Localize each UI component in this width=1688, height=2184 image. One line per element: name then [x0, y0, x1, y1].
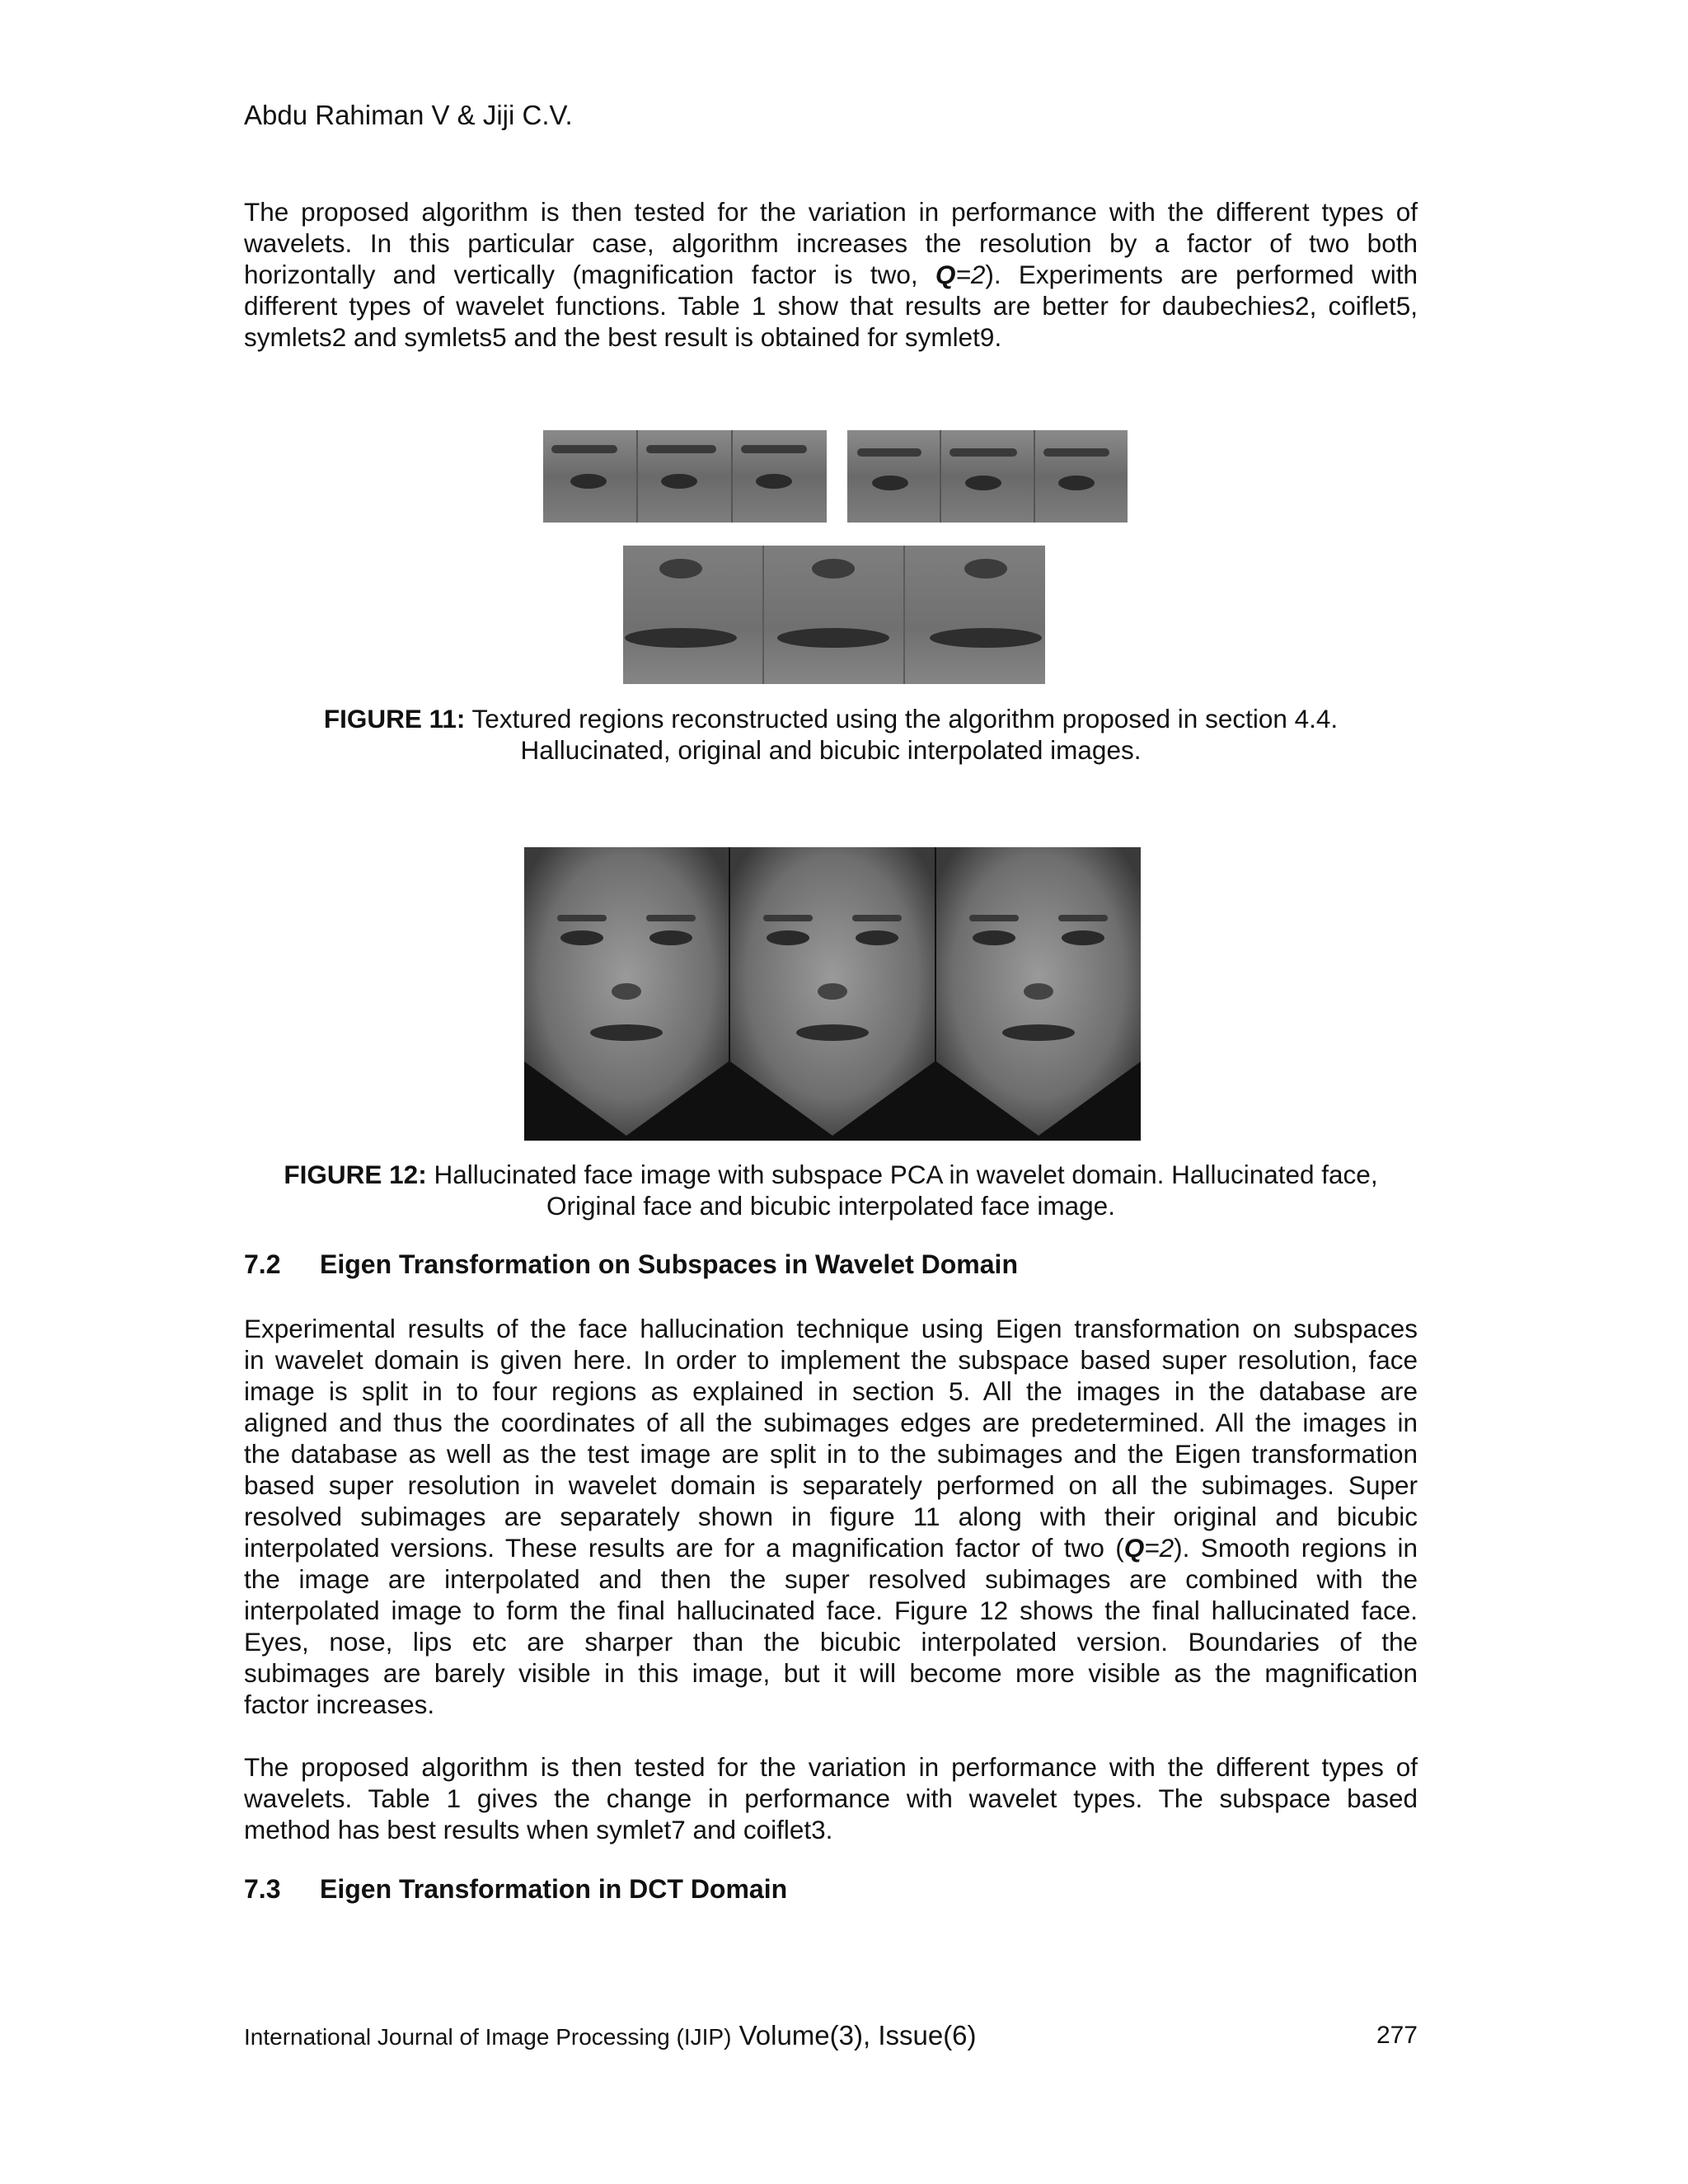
text-line: resolved subimages are separately shown in figure 11 along with their original and bicubic [244, 1502, 1418, 1531]
figure11-eyes-left-image [543, 430, 827, 523]
caption-line: FIGURE 11: Textured regions reconstructed using the algorithm proposed in section 4.4. [323, 704, 1339, 733]
section-title: Eigen Transformation on Subspaces in Wavelet Domain [320, 1249, 1018, 1279]
figure11-eyes-right-image [847, 430, 1128, 523]
volume-issue: Volume(3), Issue(6) [731, 2020, 977, 2050]
text-line: image is split in to four regions as explained in section 5. All the images in the database are [244, 1376, 1418, 1406]
text-line: horizontally and vertically (magnification factor is two, Q=2). Experiments are performed with [244, 260, 1418, 289]
journal-name: International Journal of Image Processing (IJIP) [244, 2024, 732, 2050]
paragraph-wavelet-performance [244, 1751, 1418, 1845]
figure11-caption [244, 703, 1418, 766]
text-line: method has best results when symlet7 and coiflet3. [244, 1815, 833, 1844]
paragraph-subspace-results [244, 1313, 1418, 1720]
caption-line: Original face and bicubic interpolated face image. [546, 1191, 1115, 1221]
text-line: Eyes, nose, lips etc are sharper than the bicubic interpolated version. Boundaries of the [244, 1627, 1418, 1657]
figure-label: FIGURE 11: [323, 704, 466, 733]
text-line: aligned and thus the coordinates of all the subimages edges are predetermined. All the images in [244, 1408, 1418, 1437]
text-line: different types of wavelet functions. Table 1 show that results are better for daubechies2, coiflet5, [244, 291, 1418, 321]
text-line: wavelets. Table 1 gives the change in performance with wavelet types. The subspace based [244, 1783, 1418, 1813]
figure11-nose-lips-image [623, 546, 1045, 684]
text-line: in wavelet domain is given here. In order to implement the subspace based super resolution, face [244, 1345, 1418, 1375]
section-number: 7.2 [244, 1249, 281, 1279]
text-line: subimages are barely visible in this image, but it will become more visible as the magnification [244, 1658, 1418, 1688]
figure12-caption [244, 1159, 1418, 1221]
text-line: Experimental results of the face hallucination technique using Eigen transformation on subspaces [244, 1314, 1418, 1343]
q-symbol: Q [1123, 1533, 1145, 1563]
figure12-faces-image [524, 847, 1141, 1141]
text-line: based super resolution in wavelet domain is separately performed on all the subimages. Super [244, 1470, 1418, 1500]
text-line: The proposed algorithm is then tested for the variation in performance with the different types of [244, 197, 1418, 227]
caption-line: Hallucinated, original and bicubic interpolated images. [520, 735, 1142, 765]
text-line: wavelets. In this particular case, algorithm increases the resolution by a factor of two both [244, 228, 1418, 258]
text-line: symlets2 and symlets5 and the best result is obtained for symlet9. [244, 322, 1002, 352]
section-title: Eigen Transformation in DCT Domain [320, 1874, 788, 1904]
section-heading-7-3 [244, 1872, 787, 1905]
text-line: the image are interpolated and then the super resolved subimages are combined with the [244, 1564, 1418, 1594]
paragraph-wavelet-types [244, 196, 1418, 353]
running-header: Abdu Rahiman V & Jiji C.V. [244, 100, 573, 130]
q-symbol: Q [935, 260, 956, 289]
text-line: interpolated versions. These results are for a magnification factor of two (Q=2). Smooth regions in [244, 1533, 1418, 1563]
section-heading-7-2 [244, 1248, 1018, 1281]
text-line: The proposed algorithm is then tested for the variation in performance with the different types of [244, 1752, 1418, 1782]
figure-label: FIGURE 12: [284, 1160, 427, 1189]
caption-line: FIGURE 12: Hallucinated face image with subspace PCA in wavelet domain. Hallucinated face, [284, 1160, 1378, 1189]
text-line: interpolated image to form the final hallucinated face. Figure 12 shows the final hallucinated face. [244, 1596, 1418, 1625]
page-number: 277 [1376, 2022, 1418, 2049]
page-footer [244, 2019, 1418, 2054]
text-line: factor increases. [244, 1690, 435, 1719]
section-number: 7.3 [244, 1874, 281, 1904]
text-line: the database as well as the test image are split in to the subimages and the Eigen transformation [244, 1439, 1418, 1469]
